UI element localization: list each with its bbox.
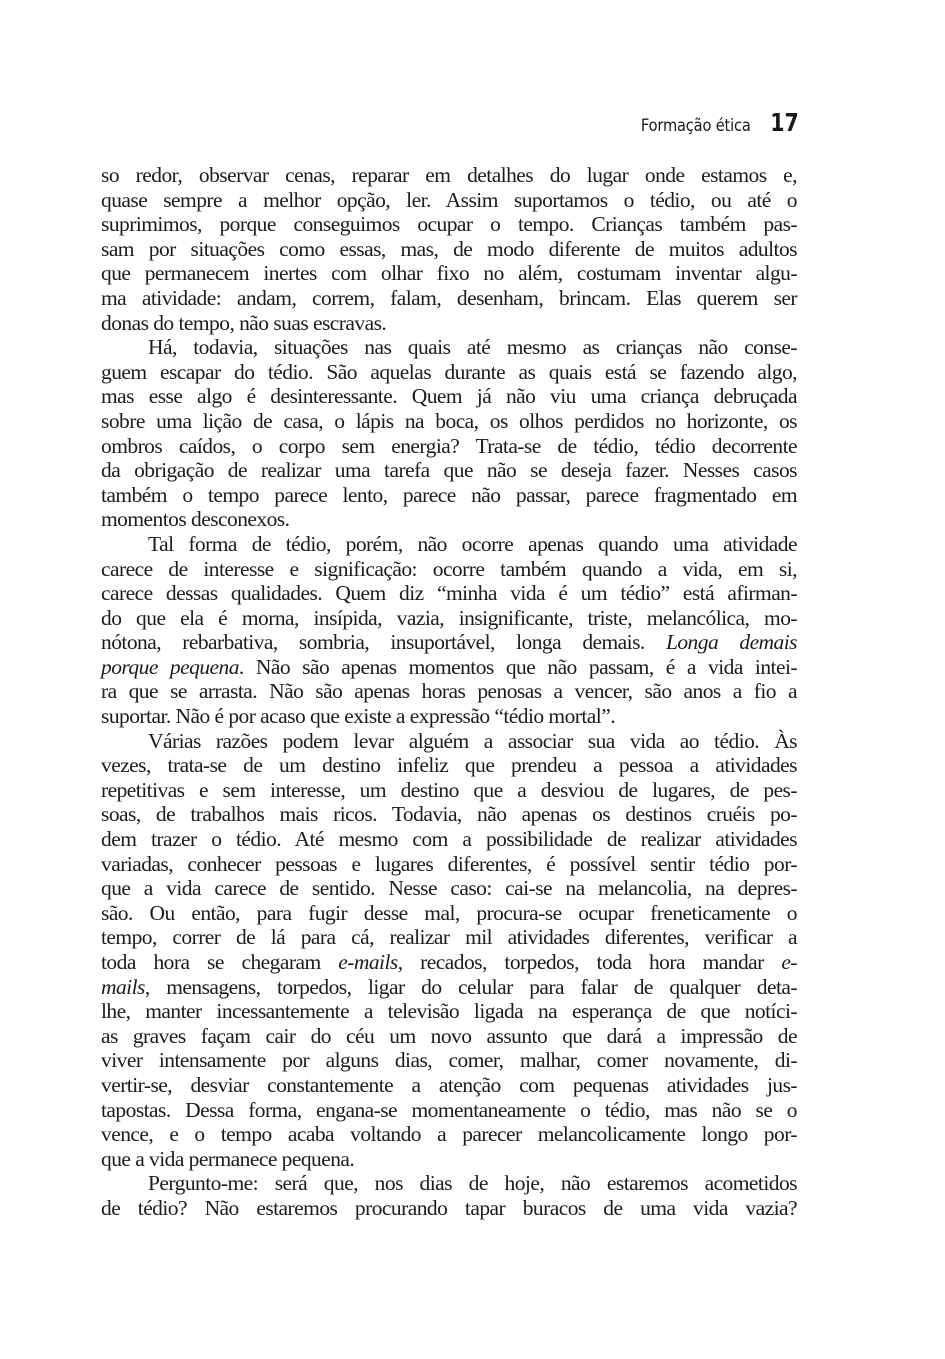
text-line: [101, 1024, 797, 1049]
text-run: Pergunto-me: será que, nos dias de hoje, não estaremos acometidos: [148, 1171, 797, 1196]
text-line: [101, 925, 797, 950]
text-run: do que ela é morna, insípida, vazia, insignificante, triste, melancólica, mo-: [101, 605, 797, 630]
text-run: guem escapar do tédio. São aquelas durante as quais está se fazendo algo,: [101, 359, 797, 384]
text-line: [101, 852, 797, 877]
text-run: vezes, trata-se de um destino infeliz que prendeu a pessoa a atividades: [101, 753, 797, 778]
text-line: [101, 1048, 797, 1073]
italic-run: e-mails: [338, 950, 398, 974]
text-line: [101, 1147, 797, 1172]
text-line: [101, 1196, 797, 1221]
text-run: suportar. Não é por acaso que existe a expressão “tédio mortal”.: [101, 704, 616, 729]
text-line: [101, 458, 797, 483]
text-run: as graves façam cair do céu um novo assunto que dará a impressão de: [101, 1023, 797, 1048]
text-line: [101, 1122, 797, 1147]
text-line: [101, 1073, 797, 1098]
text-line: [101, 261, 797, 286]
text-run: sobre uma lição de casa, o lápis na boca, os olhos perdidos no horizonte, os: [101, 408, 797, 433]
text-run: , recados, torpedos, toda hora mandar: [397, 950, 782, 974]
text-line: [101, 655, 797, 680]
text-run: tempo, correr de lá para cá, realizar mil atividades diferentes, verificar a: [101, 925, 797, 950]
text-run: ombros caídos, o corpo sem energia? Trata-se de tédio, tédio decorrente: [101, 433, 797, 458]
text-line: [101, 360, 797, 385]
text-line: [101, 483, 797, 508]
text-run: nótona, rebarbativa, sombria, insuportável, longa demais.: [101, 630, 666, 655]
running-head: [623, 108, 799, 137]
text-line: [101, 827, 797, 852]
italic-run: mails: [101, 974, 145, 999]
text-run: da obrigação de realizar uma tarefa que não se deseja fazer. Nesses casos: [101, 458, 797, 483]
text-run: são. Ou então, para fugir desse mal, procura-se ocupar freneticamente o: [101, 900, 797, 925]
text-run: de tédio? Não estaremos procurando tapar buracos de uma vida vazia?: [101, 1195, 797, 1220]
text-line: [101, 434, 797, 459]
text-line: [101, 237, 797, 262]
text-run: repetitivas e sem interesse, um destino que a desviou de lugares, de pes-: [101, 777, 797, 802]
text-run: soas, de trabalhos mais ricos. Todavia, não apenas os destinos cruéis po-: [101, 802, 797, 827]
italic-run: Longa demais: [665, 630, 797, 655]
text-line: [101, 901, 797, 926]
text-run: Há, todavia, situações nas quais até mesmo as crianças não conse-: [148, 335, 797, 360]
text-line: [101, 286, 797, 311]
text-run: carece dessas qualidades. Quem diz “minha vida é um tédio” está afirman-: [101, 581, 797, 606]
paragraph: [101, 532, 797, 729]
text-line: [101, 876, 797, 901]
text-run: Tal forma de tédio, porém, não ocorre apenas quando uma atividade: [148, 531, 797, 556]
text-line: [101, 975, 797, 1000]
text-run: sam por situações como essas, mas, de modo diferente de muitos adultos: [101, 236, 797, 261]
text-line: [101, 384, 797, 409]
text-line: [101, 188, 797, 213]
text-line: [101, 532, 797, 557]
text-run: que a vida permanece pequena.: [101, 1146, 355, 1171]
text-run: . Não são apenas momentos que não passam, é a vida intei-: [238, 654, 798, 679]
text-line: [101, 1171, 797, 1196]
text-line: [101, 409, 797, 434]
text-line: [101, 212, 797, 237]
body-text: [101, 163, 797, 1221]
text-line: [101, 950, 797, 975]
text-line: [101, 1098, 797, 1123]
text-run: que permanecem inertes com olhar fixo no além, costumam inventar algu-: [101, 261, 797, 286]
text-line: [101, 802, 797, 827]
text-line: [101, 335, 797, 360]
text-run: donas do tempo, não suas escravas.: [101, 310, 387, 335]
text-line: [101, 679, 797, 704]
text-run: vertir-se, desviar constantemente a atenção com pequenas atividades jus-: [101, 1072, 797, 1097]
text-line: [101, 163, 797, 188]
paragraph: [101, 163, 797, 335]
text-run: mas esse algo é desinteressante. Quem já não viu uma criança debruçada: [101, 384, 797, 409]
text-run: viver intensamente por alguns dias, comer, malhar, comer novamente, di-: [101, 1048, 797, 1073]
page-number: 17: [770, 108, 799, 137]
text-run: ma atividade: andam, correm, falam, desenham, brincam. Elas querem ser: [101, 285, 797, 310]
text-line: [101, 999, 797, 1024]
text-run: toda hora se chegaram: [101, 950, 339, 974]
text-run: , mensagens, torpedos, ligar do celular para falar de qualquer deta-: [144, 974, 797, 999]
text-run: quase sempre a melhor opção, ler. Assim suportamos o tédio, ou até o: [101, 187, 797, 212]
italic-run: porque pequena: [101, 654, 239, 679]
text-line: [101, 630, 797, 655]
text-run: ra que se arrasta. Não são apenas horas penosas a vencer, são anos a fio a: [101, 679, 797, 704]
text-line: [101, 581, 797, 606]
text-line: [101, 311, 797, 336]
text-line: [101, 507, 797, 532]
paragraph: [101, 335, 797, 532]
text-line: [101, 753, 797, 778]
running-head-title: Formação ética: [640, 116, 751, 136]
paragraph: [101, 729, 797, 1172]
text-line: [101, 729, 797, 754]
paragraph: [101, 1171, 797, 1220]
text-run: também o tempo parece lento, parece não passar, parece fragmentado em: [101, 482, 797, 507]
text-run: suprimimos, porque conseguimos ocupar o tempo. Crianças também pas-: [101, 212, 797, 237]
text-run: Várias razões podem levar alguém a associar sua vida ao tédio. Às: [148, 728, 797, 753]
text-run: que a vida carece de sentido. Nesse caso: cai-se na melancolia, na depres-: [101, 876, 797, 901]
text-run: dem trazer o tédio. Até mesmo com a possibilidade de realizar atividades: [101, 827, 797, 852]
italic-run: e-: [781, 950, 797, 974]
text-run: tapostas. Dessa forma, engana-se momentaneamente o tédio, mas não se o: [101, 1097, 797, 1122]
text-line: [101, 557, 797, 582]
text-run: lhe, manter incessantemente a televisão ligada na esperança de que notíci-: [101, 999, 797, 1024]
text-run: variadas, conhecer pessoas e lugares diferentes, é possível sentir tédio por-: [101, 851, 797, 876]
text-run: so redor, observar cenas, reparar em detalhes do lugar onde estamos e,: [101, 163, 797, 187]
text-line: [101, 606, 797, 631]
text-run: momentos desconexos.: [101, 507, 290, 532]
text-run: carece de interesse e significação: ocorre também quando a vida, em si,: [101, 556, 797, 581]
text-line: [101, 704, 797, 729]
text-run: vence, e o tempo acaba voltando a parecer melancolicamente longo por-: [101, 1122, 797, 1147]
text-line: [101, 778, 797, 803]
